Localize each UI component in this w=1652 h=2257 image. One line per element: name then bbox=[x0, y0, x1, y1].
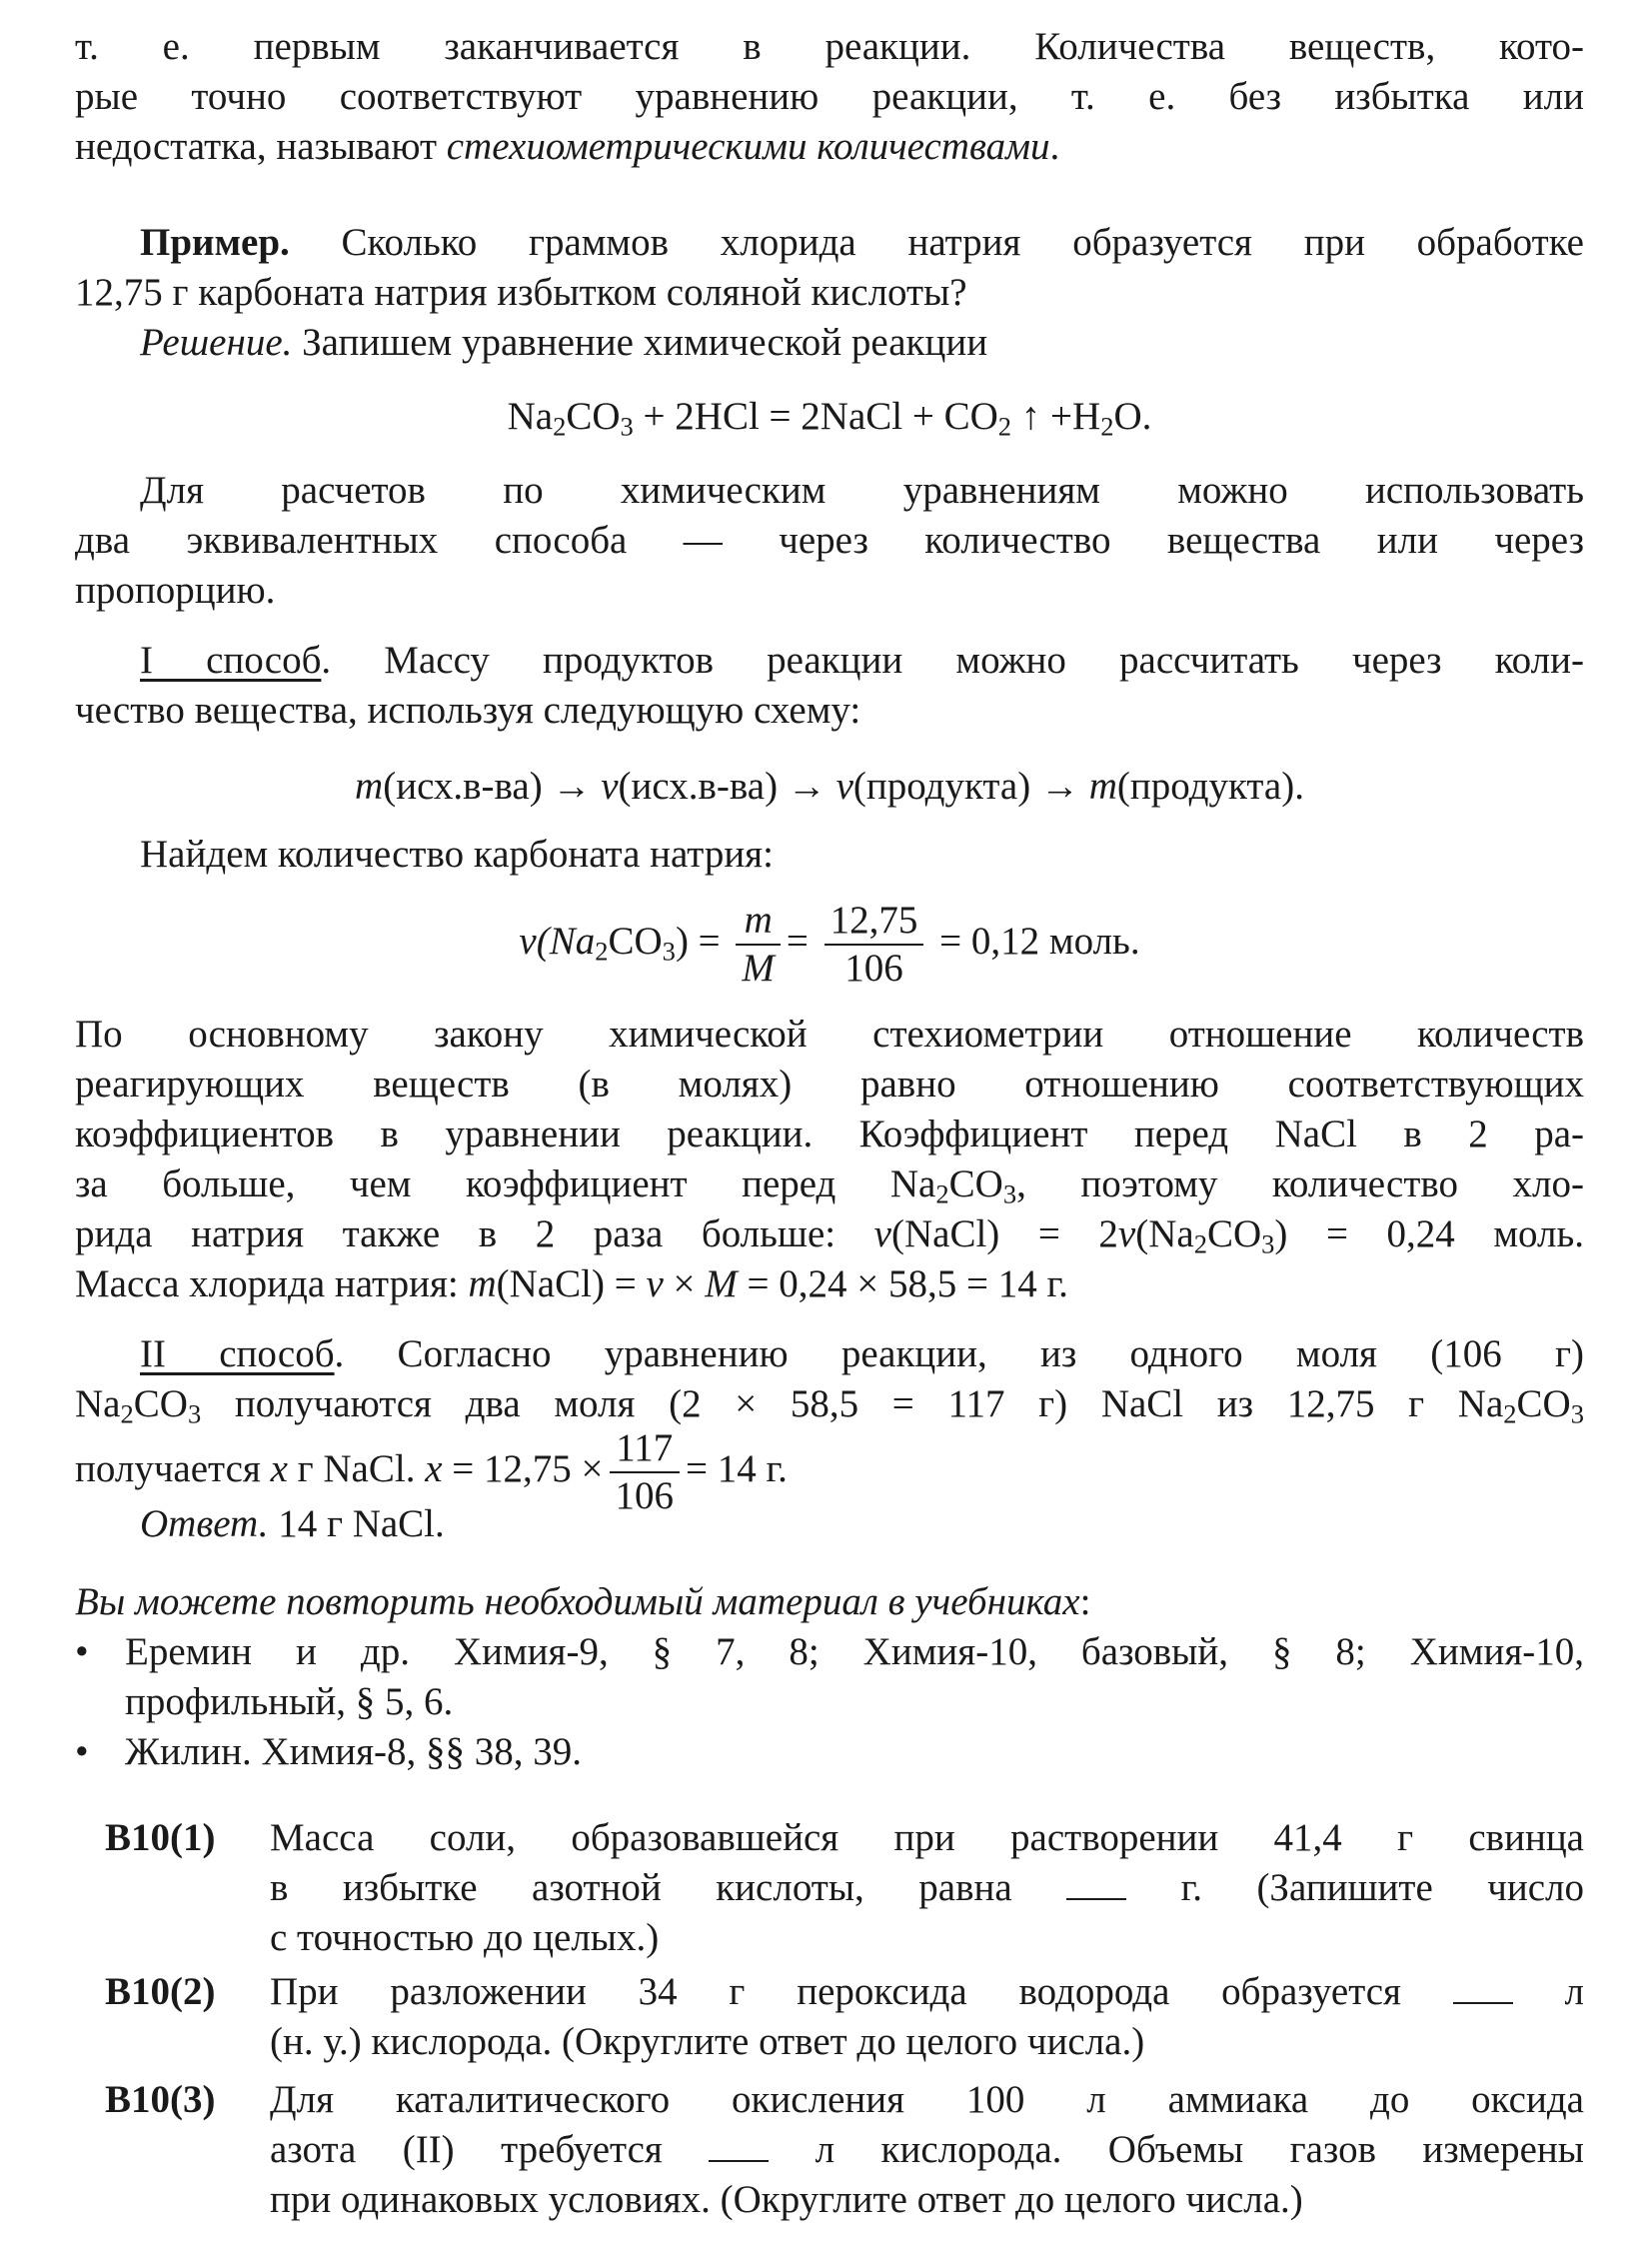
eq-rest: + 2HCl = 2NaCl + CO bbox=[633, 395, 998, 438]
law-text: Масса хлорида натрия: bbox=[75, 1262, 469, 1305]
sym-nu: ν bbox=[835, 765, 853, 808]
method-2-block bbox=[75, 1329, 1584, 1519]
eq-sub: 2 bbox=[997, 411, 1012, 442]
law-sub: 2 bbox=[1193, 1228, 1207, 1259]
references-heading bbox=[75, 1577, 1584, 1627]
method-1-block bbox=[75, 636, 1584, 736]
formula-lhs: ν(Na bbox=[519, 919, 596, 963]
fraction-values bbox=[825, 898, 924, 992]
sym-nu: ν bbox=[646, 1262, 664, 1305]
law-text: = 0,24 × 58,5 = 14 г. bbox=[737, 1262, 1068, 1305]
method-1-text: . Массу продуктов реакции можно рассчитать через коли- bbox=[321, 639, 1584, 682]
task-text bbox=[270, 1967, 1584, 2067]
methods-paragraph bbox=[75, 466, 1584, 616]
law-text: × bbox=[663, 1262, 706, 1305]
reference-item-1 bbox=[75, 1627, 1584, 1727]
task-line bbox=[270, 1967, 1584, 2017]
formula-result: = 0,12 моль. bbox=[939, 919, 1140, 963]
answer-text: 14 г NaCl. bbox=[268, 1502, 445, 1545]
sym-m: m bbox=[468, 1262, 497, 1305]
eq-sub: 3 bbox=[620, 411, 634, 442]
task-line: с точностью до целых.) bbox=[270, 1916, 660, 1959]
law-sub: 2 bbox=[935, 1178, 949, 1209]
task-text bbox=[270, 1813, 1584, 1963]
intro-line-2: рые точно соответствуют уравнению реакции, т. е. без избытка или bbox=[75, 75, 1584, 118]
m2-sub: 3 bbox=[187, 1398, 202, 1429]
intro-paragraph bbox=[75, 22, 1584, 172]
reference-item-1-line-2: профильный, § 5, 6. bbox=[125, 1680, 454, 1723]
sym-nu: ν bbox=[1117, 1212, 1136, 1255]
frac-den: 106 bbox=[615, 1474, 675, 1517]
task-b10-3 bbox=[105, 2075, 1584, 2225]
law-text: (NaCl) = bbox=[496, 1262, 647, 1305]
reference-item-2 bbox=[75, 1727, 1584, 1777]
fraction-m-over-M bbox=[736, 898, 781, 992]
frac-den: M bbox=[742, 947, 775, 990]
law-text: (NaCl) = 2 bbox=[890, 1212, 1118, 1255]
task-text bbox=[270, 2075, 1584, 2225]
answer-blank[interactable] bbox=[1453, 1972, 1513, 2004]
sym-x: x bbox=[425, 1446, 443, 1490]
method-1-line-2: чество вещества, используя следующую схему: bbox=[75, 689, 861, 732]
example-label: Пример. bbox=[140, 221, 290, 264]
method-1-line-1 bbox=[75, 636, 1584, 686]
formula-sub: 3 bbox=[662, 936, 676, 967]
sym-nu: ν bbox=[601, 765, 619, 808]
law-text: , поэтому количество хло- bbox=[1016, 1162, 1584, 1205]
m2-text: г NaCl. bbox=[287, 1446, 426, 1490]
m2-sub: 2 bbox=[120, 1398, 134, 1429]
formula-amount-carbonate: $\nu(Na_2CO_3)$ = $\frac{m}{M}$ = $\frac{12,75}{106}$ = 0,12 моль. bbox=[519, 899, 1140, 990]
task-b10-1 bbox=[105, 1813, 1584, 1963]
law-text: за больше, чем коэффициент перед Na bbox=[75, 1162, 936, 1205]
colon: : bbox=[1079, 1580, 1091, 1623]
sym-M: M bbox=[705, 1262, 738, 1305]
sym-nu: ν bbox=[873, 1212, 891, 1255]
task-line: (н. у.) кислорода. (Округлите ответ до целого числа.) bbox=[270, 2020, 1145, 2063]
m2-sub: 3 bbox=[1570, 1398, 1584, 1429]
scheme-part: (продукта). bbox=[1116, 765, 1304, 808]
example-block bbox=[75, 218, 1584, 368]
law-text: ) = 0,24 моль. bbox=[1274, 1212, 1584, 1255]
task-text-part: г. (Запишите число bbox=[1126, 1866, 1584, 1909]
m2-sub: 2 bbox=[1503, 1398, 1517, 1429]
task-code: B10(1) bbox=[105, 1816, 216, 1859]
task-line bbox=[270, 2125, 1584, 2175]
law-sub: 3 bbox=[1002, 1178, 1017, 1209]
m2-text: CO bbox=[133, 1382, 188, 1425]
scheme-part: (исх.в-ва) → bbox=[618, 765, 836, 808]
law-line-2: реагирующих веществ (в молях) равно отношению соответствующих bbox=[75, 1063, 1584, 1106]
m2-text: Na bbox=[75, 1382, 121, 1425]
method-2-line-2 bbox=[75, 1379, 1584, 1429]
solution-text: Запишем уравнение химической реакции bbox=[292, 321, 988, 364]
methods-line-3: пропорцию. bbox=[75, 569, 276, 612]
sym-x: x bbox=[270, 1446, 288, 1490]
task-code: B10(2) bbox=[105, 1970, 216, 2013]
eq-na: Na bbox=[507, 395, 554, 438]
solution-label: Решение. bbox=[140, 321, 293, 364]
bullet-icon: • bbox=[75, 1630, 89, 1673]
law-text: CO bbox=[1206, 1212, 1262, 1255]
frac-num: m bbox=[736, 898, 781, 946]
calculation-scheme bbox=[75, 762, 1584, 812]
m2-text: = 12,75 × bbox=[442, 1446, 604, 1490]
law-text: CO bbox=[948, 1162, 1003, 1205]
formula-lhs: ) = bbox=[675, 919, 721, 963]
method-2-label: II способ bbox=[140, 1332, 335, 1375]
task-text-part: л bbox=[1512, 1970, 1584, 2013]
law-line-3: коэффициентов в уравнении реакции. Коэффициент перед NaCl в 2 ра- bbox=[75, 1113, 1584, 1155]
answer-blank[interactable] bbox=[1066, 1868, 1126, 1900]
scheme-part: (продукта) → bbox=[852, 765, 1089, 808]
eq-rest: ↑ +H bbox=[1011, 395, 1101, 438]
intro-text: недостатка, называют bbox=[75, 125, 447, 168]
intro-line-1: т. е. первым заканчивается в реакции. Количества веществ, кото- bbox=[75, 25, 1584, 68]
law-line-5 bbox=[75, 1209, 1584, 1259]
bullet-icon: • bbox=[75, 1730, 89, 1773]
m2-text: = 14 г. bbox=[686, 1446, 788, 1490]
period: . bbox=[1049, 125, 1060, 168]
example-line-1 bbox=[75, 218, 1584, 268]
task-text-part: азота (II) требуется bbox=[270, 2128, 710, 2171]
law-line-1: По основному закону химической стехиометрии отношение количеств bbox=[75, 1013, 1584, 1056]
methods-line-2: два эквивалентных способа — через количество вещества или через bbox=[75, 519, 1584, 562]
reference-item-2-text: Жилин. Химия-8, §§ 38, 39. bbox=[125, 1730, 583, 1773]
formula-sub: 2 bbox=[595, 936, 609, 967]
method-2-text: . Согласно уравнению реакции, из одного моля (106 г) bbox=[334, 1332, 1584, 1375]
example-question: Сколько граммов хлорида натрия образуется при обработке bbox=[289, 221, 1584, 264]
task-b10-2 bbox=[105, 1967, 1584, 2067]
eq-co: CO bbox=[566, 395, 621, 438]
task-code: B10(3) bbox=[105, 2078, 216, 2121]
task-text-part: При разложении 34 г пероксида водорода образуется bbox=[270, 1970, 1453, 2013]
law-line-4 bbox=[75, 1159, 1584, 1209]
formula-lhs: CO bbox=[608, 919, 663, 963]
task-text-part: л кислорода. Объемы газов измерены bbox=[769, 2128, 1584, 2171]
frac-num: 12,75 bbox=[825, 898, 924, 946]
law-text: (Na bbox=[1135, 1212, 1194, 1255]
eq-rest: O. bbox=[1113, 395, 1152, 438]
task-line bbox=[270, 1863, 1584, 1913]
method-2-line-1 bbox=[75, 1329, 1584, 1379]
task-line: Для каталитического окисления 100 л аммиака до оксида bbox=[270, 2078, 1584, 2121]
sym-m: m bbox=[1088, 765, 1117, 808]
law-text: рида натрия также в 2 раза больше: bbox=[75, 1212, 874, 1255]
m2-text: получаются два моля (2 × 58,5 = 117 г) NaCl из 12,75 г Na bbox=[201, 1382, 1504, 1425]
intro-line-3 bbox=[75, 122, 1584, 172]
law-sub: 3 bbox=[1261, 1228, 1275, 1259]
frac-den: 106 bbox=[844, 947, 903, 990]
task-line: Масса соли, образовавшейся при растворении 41,4 г свинца bbox=[270, 1816, 1584, 1859]
find-line: Найдем количество карбоната натрия: bbox=[140, 833, 774, 876]
method-1-label: I способ bbox=[140, 639, 322, 682]
m2-text: получается bbox=[75, 1446, 271, 1490]
m2-text: CO bbox=[1516, 1382, 1571, 1425]
task-text-part: в избытке азотной кислоты, равна bbox=[270, 1866, 1067, 1909]
answer-blank[interactable] bbox=[709, 2130, 769, 2162]
scheme-part: (исх.в-ва) → bbox=[383, 765, 602, 808]
example-line-2: 12,75 г карбоната натрия избытком соляной кислоты? bbox=[75, 271, 967, 314]
eq-sub: 2 bbox=[1100, 411, 1114, 442]
methods-line-1: Для расчетов по химическим уравнениям можно использовать bbox=[140, 469, 1584, 512]
eq-sub: 2 bbox=[553, 411, 567, 442]
solution-line bbox=[75, 318, 1584, 368]
law-paragraph bbox=[75, 1010, 1584, 1309]
references-block bbox=[75, 1577, 1584, 1777]
law-line-6 bbox=[75, 1259, 1584, 1309]
answer-line bbox=[75, 1499, 1584, 1549]
reaction-equation bbox=[75, 392, 1584, 442]
answer-label: Ответ. bbox=[140, 1502, 269, 1545]
reference-item-1-line-1: Еремин и др. Химия-9, § 7, 8; Химия-10, базовый, § 8; Химия-10, bbox=[125, 1630, 1584, 1673]
task-line: при одинаковых условиях. (Округлите ответ до целого числа.) bbox=[270, 2178, 1303, 2221]
frac-num: 117 bbox=[610, 1425, 681, 1473]
sym-m: m bbox=[355, 765, 384, 808]
references-heading-text: Вы можете повторить необходимый материал в учебниках bbox=[75, 1580, 1080, 1623]
term-stoichiometric: стехиометрическими количествами bbox=[446, 125, 1050, 168]
